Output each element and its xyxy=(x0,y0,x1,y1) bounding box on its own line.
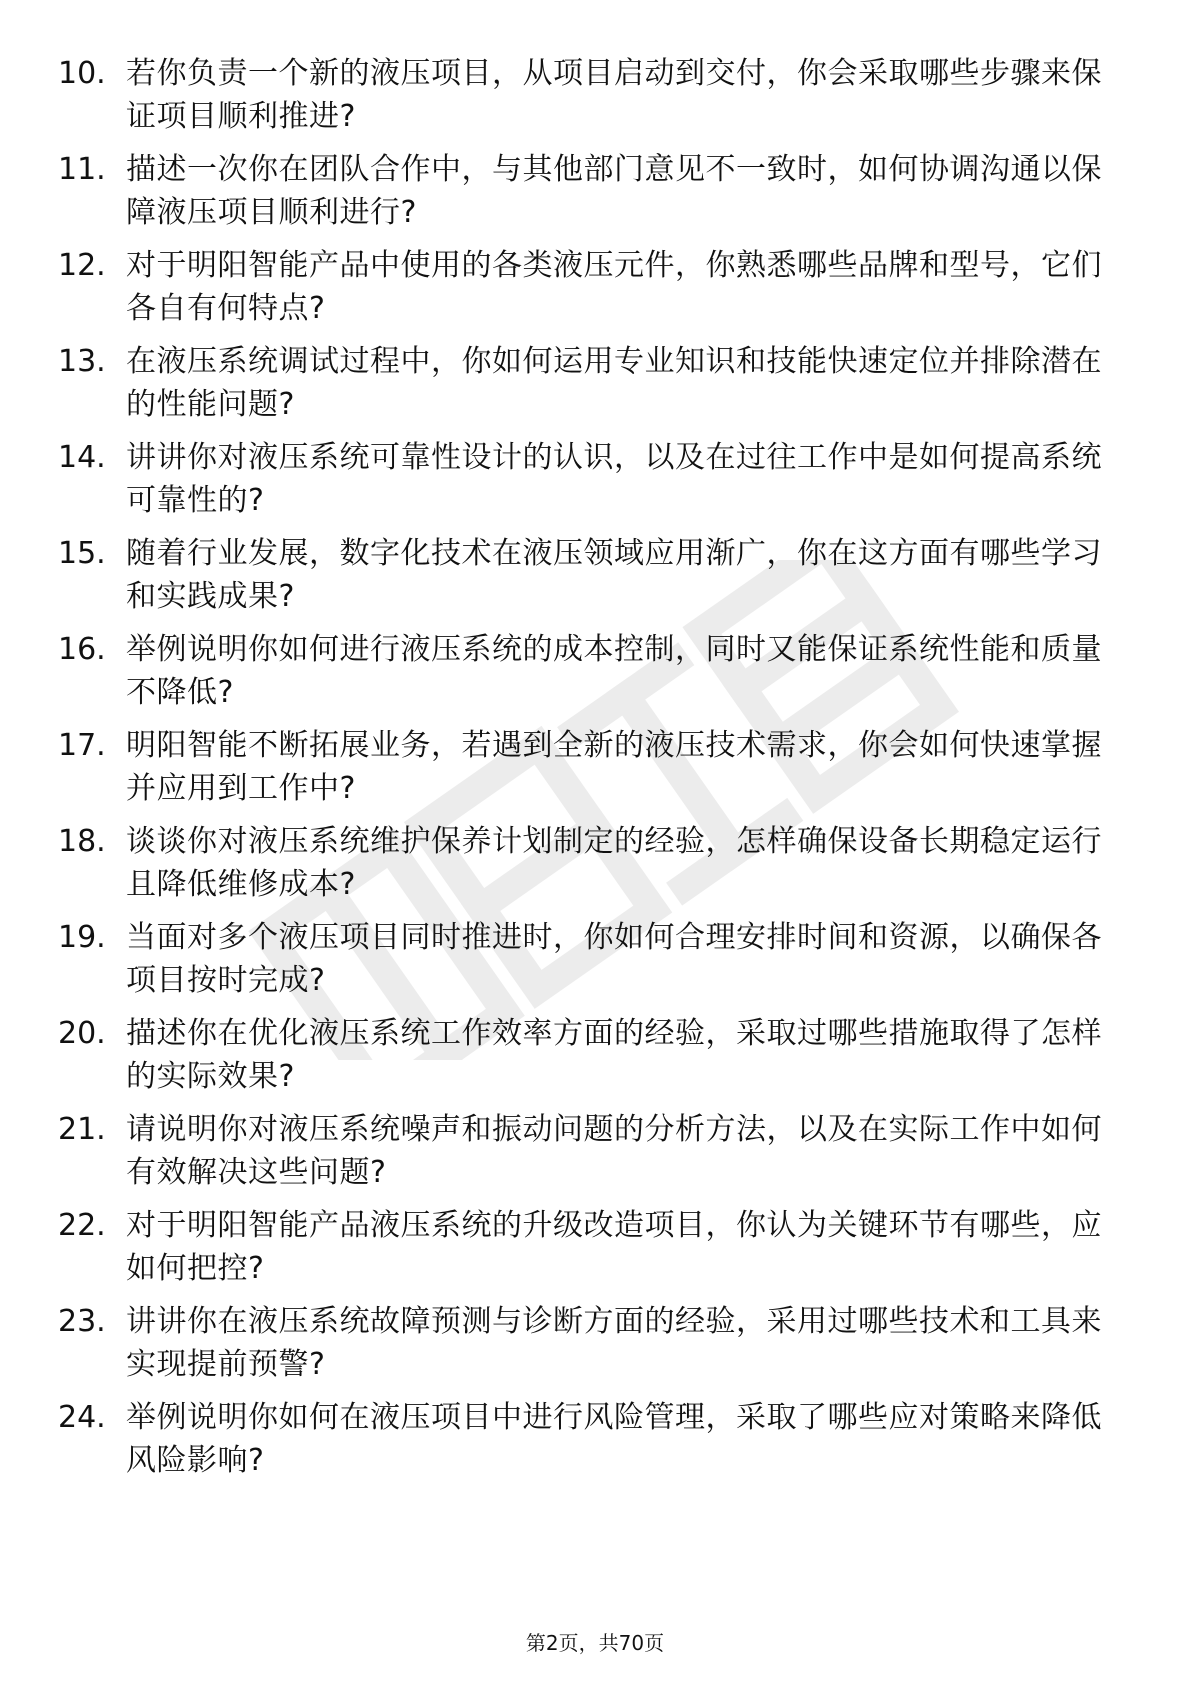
question-number: 17. xyxy=(58,728,106,763)
question-number: 11. xyxy=(58,152,106,187)
question-number: 24. xyxy=(58,1400,106,1435)
question-number: 14. xyxy=(58,440,106,475)
question-number: 15. xyxy=(58,536,106,571)
question-item xyxy=(58,916,1118,1012)
question-text: 讲讲你在液压系统故障预测与诊断方面的经验，采用过哪些技术和工具来实现提前预警? xyxy=(126,1304,1102,1382)
question-item xyxy=(58,1300,1118,1396)
question-item xyxy=(58,1396,1118,1492)
question-number: 19. xyxy=(58,920,106,955)
question-item xyxy=(58,532,1118,628)
question-text: 描述你在优化液压系统工作效率方面的经验，采取过哪些措施取得了怎样的实际效果? xyxy=(126,1016,1102,1094)
question-item xyxy=(58,148,1118,244)
question-text: 举例说明你如何在液压项目中进行风险管理，采取了哪些应对策略来降低风险影响? xyxy=(126,1400,1102,1478)
question-item xyxy=(58,436,1118,532)
question-number: 16. xyxy=(58,632,106,667)
question-text: 描述一次你在团队合作中，与其他部门意见不一致时，如何协调沟通以保障液压项目顺利进行? xyxy=(126,152,1102,230)
question-item xyxy=(58,1012,1118,1108)
question-item xyxy=(58,820,1118,916)
question-text: 在液压系统调试过程中，你如何运用专业知识和技能快速定位并排除潜在的性能问题? xyxy=(126,344,1102,422)
question-item xyxy=(58,724,1118,820)
question-item xyxy=(58,628,1118,724)
question-text: 讲讲你对液压系统可靠性设计的认识，以及在过往工作中是如何提高系统可靠性的? xyxy=(126,440,1102,518)
question-item xyxy=(58,1204,1118,1300)
question-text: 当面对多个液压项目同时推进时，你如何合理安排时间和资源，以确保各项目按时完成? xyxy=(126,920,1102,998)
question-item xyxy=(58,1108,1118,1204)
page-indicator: 第2页，共70页 xyxy=(525,1631,665,1655)
question-item xyxy=(58,340,1118,436)
question-number: 22. xyxy=(58,1208,106,1243)
question-number: 18. xyxy=(58,824,106,859)
question-number: 13. xyxy=(58,344,106,379)
question-number: 23. xyxy=(58,1304,106,1339)
question-text: 对于明阳智能产品中使用的各类液压元件，你熟悉哪些品牌和型号，它们各自有何特点? xyxy=(126,248,1102,326)
question-text: 请说明你对液压系统噪声和振动问题的分析方法，以及在实际工作中如何有效解决这些问题? xyxy=(126,1112,1102,1190)
question-item xyxy=(58,52,1118,148)
question-text: 谈谈你对液压系统维护保养计划制定的经验，怎样确保设备长期稳定运行且降低维修成本? xyxy=(126,824,1102,902)
question-text: 若你负责一个新的液压项目，从项目启动到交付，你会采取哪些步骤来保证项目顺利推进? xyxy=(126,56,1102,134)
question-item xyxy=(58,244,1118,340)
question-text: 举例说明你如何进行液压系统的成本控制，同时又能保证系统性能和质量不降低? xyxy=(126,632,1102,710)
question-number: 21. xyxy=(58,1112,106,1147)
page-footer xyxy=(0,1630,1190,1656)
question-text: 明阳智能不断拓展业务，若遇到全新的液压技术需求，你会如何快速掌握并应用到工作中? xyxy=(126,728,1102,806)
question-list xyxy=(58,52,1118,1492)
question-text: 随着行业发展，数字化技术在液压领域应用渐广，你在这方面有哪些学习和实践成果? xyxy=(126,536,1102,614)
question-number: 10. xyxy=(58,56,106,91)
question-number: 12. xyxy=(58,248,106,283)
question-number: 20. xyxy=(58,1016,106,1051)
question-text: 对于明阳智能产品液压系统的升级改造项目，你认为关键环节有哪些，应如何把控? xyxy=(126,1208,1102,1286)
